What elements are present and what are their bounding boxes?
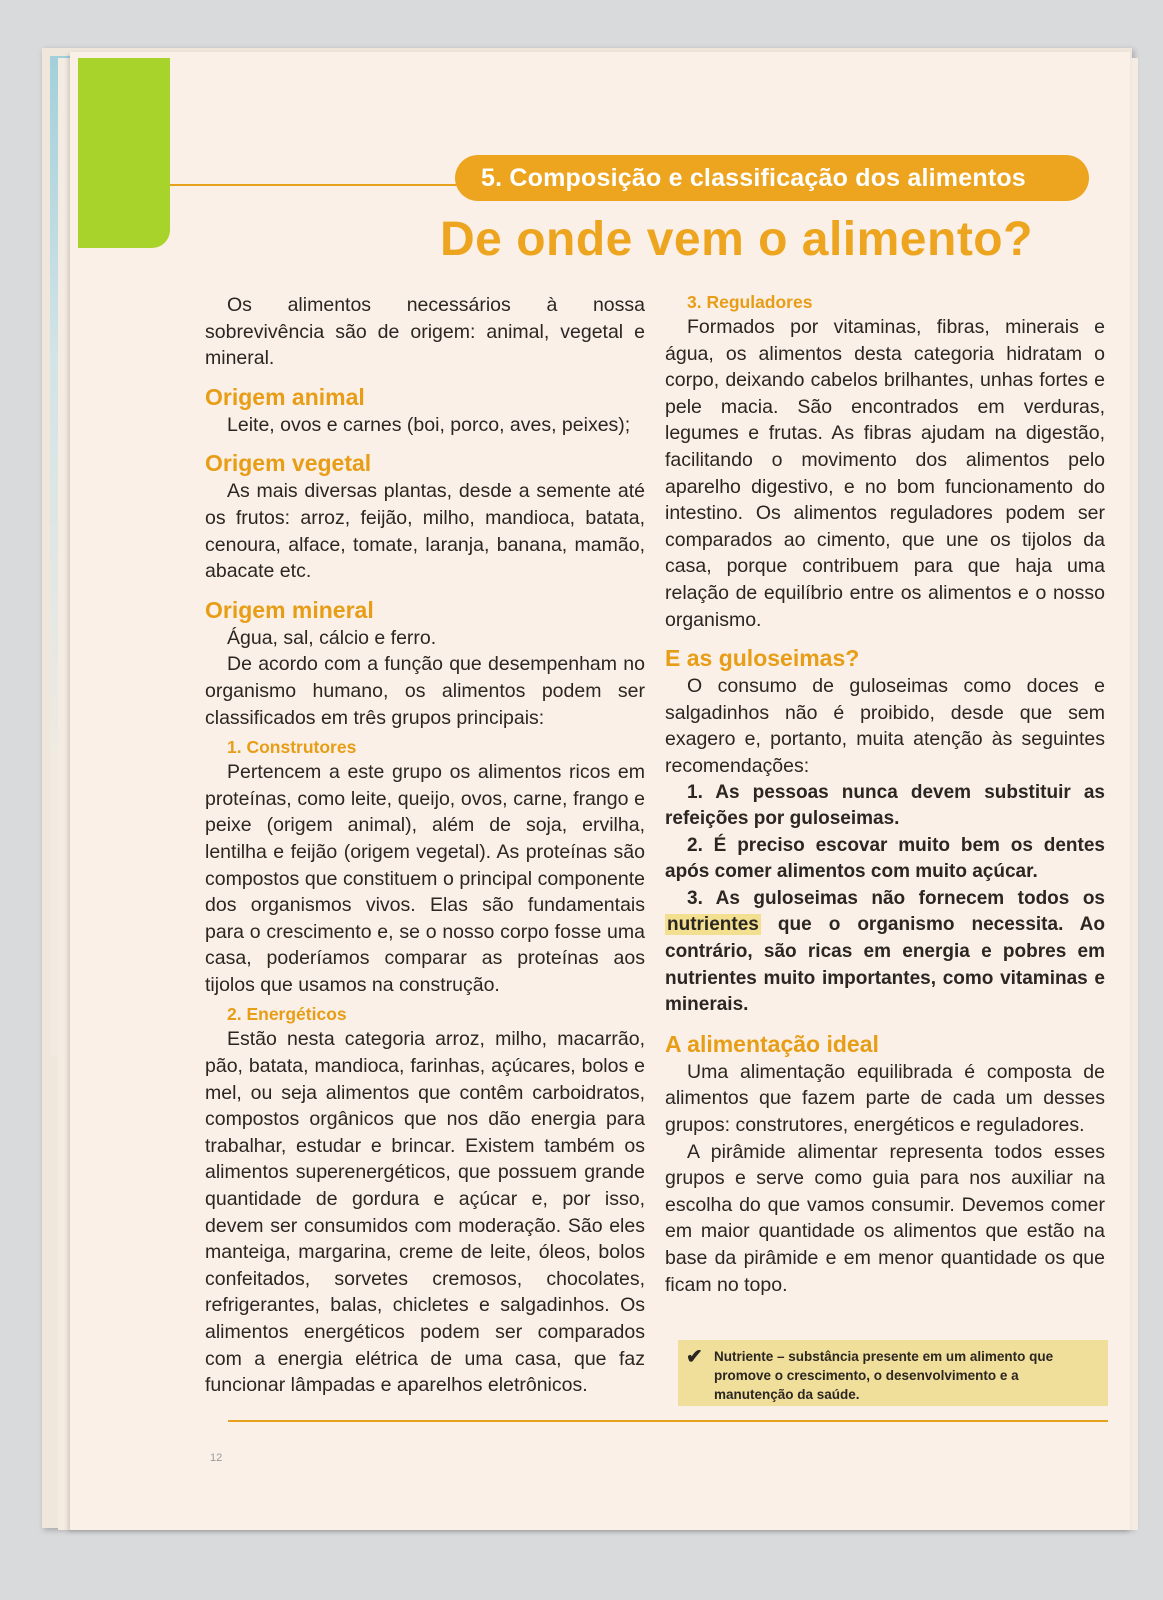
- left-column: [205, 292, 645, 1399]
- highlighted-term-nutrientes: nutrientes: [667, 914, 759, 936]
- heading-reguladores: 3. Reguladores: [687, 292, 813, 312]
- reguladores-paragraph: Formados por vitaminas, fibras, minerais e água, os alimentos desta categoria hidratam o corpo, deixando cabelos brilhantes, unhas fortes e pele macia. São encontrados em verduras, legumes e frutas. As fibras ajudam na digestão, facilitando o movimento dos alimentos pelo aparelho digestivo, e no bom funcionamento do intestino. Os alimentos reguladores podem ser comparados ao cimento, que une os tijolos da casa, porque contribuem para que haja uma relação de equilíbrio entre os alimentos e o nosso organismo.: [665, 316, 1105, 631]
- green-corner-tab: [78, 58, 170, 248]
- guloseimas-paragraph: O consumo de guloseimas como doces e salgadinhos não é proibido, desde que sem exagero e, portanto, muita atenção às seguintes recomendações:: [665, 675, 1105, 777]
- heading-guloseimas: E as guloseimas?: [665, 645, 860, 672]
- ideal-paragraph-1: Uma alimentação equilibrada é composta de alimentos que fazem parte de cada um desses grupos: construtores, energéticos e reguladores.: [665, 1060, 1105, 1137]
- recommendation-1: 1. As pessoas nunca devem substituir as refeições por guloseimas.: [665, 781, 1105, 830]
- recommendation-3-suffix: que o organismo necessita. Ao contrário, são ricas em energia e pobres em nutrientes muito importantes, como vitaminas e minerais.: [665, 914, 1106, 1016]
- ideal-paragraph-2: A pirâmide alimentar representa todos esses grupos e serve como guia para nos auxiliar na escolha do que vamos consumir. Devemos comer em maior quantidade os alimentos que estão na base da pirâmide e em menor quantidade os que ficam no topo.: [665, 1140, 1105, 1296]
- vegetal-paragraph: As mais diversas plantas, desde a semente até os frutos: arroz, feijão, milho, mandioca, batata, cenoura, alface, tomate, laranja, banana, mamão, abacate etc.: [205, 480, 645, 583]
- glossary-text: Nutriente – substância presente em um alimento que promove o crescimento, o desenvolvimento e a manutenção da saúde.: [714, 1349, 1054, 1402]
- page-title: De onde vem o alimento?: [440, 213, 1033, 266]
- animal-paragraph: Leite, ovos e carnes (boi, porco, aves, peixes);: [227, 413, 631, 436]
- heading-origem-animal: Origem animal: [205, 383, 365, 410]
- checkmark-icon: ✔: [686, 1346, 703, 1368]
- mineral-paragraph: Água, sal, cálcio e ferro.: [227, 626, 437, 649]
- heading-energeticos: 2. Energéticos: [227, 1004, 347, 1025]
- recommendation-2: 2. É preciso escovar muito bem os dentes após comer alimentos com muito açúcar.: [665, 834, 1105, 883]
- heading-alimentacao-ideal: A alimentação ideal: [665, 1030, 879, 1057]
- glossary-box: [678, 1340, 1108, 1406]
- energeticos-paragraph: Estão nesta categoria arroz, milho, macarrão, pão, batata, mandioca, farinhas, açúcares, bolos e mel, ou seja alimentos que contêm carboidratos, compostos orgânicos que nos dão energia para trabalhar, estudar e brincar. Existem também os alimentos superenergéticos, que possuem grande quantidade de gordura e açúcar e, por isso, devem ser consumidos com moderação. São eles manteiga, margarina, creme de leite, óleos, bolos confeitados, sorvetes cremosos, chocolates, refrigerantes, balas, chicletes e salgadinhos. Os alimentos energéticos podem ser comparados com a energia elétrica de uma casa, que faz funcionar lâmpadas e aparelhos eletrônicos.: [205, 1028, 645, 1397]
- heading-construtores: 1. Construtores: [227, 737, 357, 758]
- heading-origem-mineral: Origem mineral: [205, 596, 374, 623]
- header-rule: [170, 184, 470, 186]
- intro-paragraph: Os alimentos necessários à nossa sobrevivência são de origem: animal, vegetal e mineral.: [205, 294, 645, 370]
- heading-origem-vegetal: Origem vegetal: [205, 450, 372, 477]
- right-column: [665, 290, 1105, 1298]
- function-paragraph: De acordo com a função que desempenham no organismo humano, os alimentos podem ser classificados em três grupos principais:: [205, 653, 645, 729]
- recommendation-3-prefix: 3. As guloseimas não fornecem todos os: [687, 887, 1105, 909]
- footer-rule: [228, 1420, 1108, 1422]
- recommendation-3: [665, 886, 1105, 1019]
- construtores-paragraph: Pertencem a este grupo os alimentos ricos em proteínas, como leite, queijo, ovos, carne, frango e peixe (origem animal), além de soja, ervilha, lentilha e feijão (origem vegetal). As proteínas são compostos que constituem o principal componente dos organismos vivos. Elas são fundamentais para o crescimento e, se o nosso corpo fosse uma casa, poderíamos comparar as proteínas aos tijolos que usamos na construção.: [205, 761, 645, 996]
- chapter-label: 5. Composição e classificação dos alimentos: [455, 155, 1089, 201]
- page-number: 12: [210, 1452, 223, 1464]
